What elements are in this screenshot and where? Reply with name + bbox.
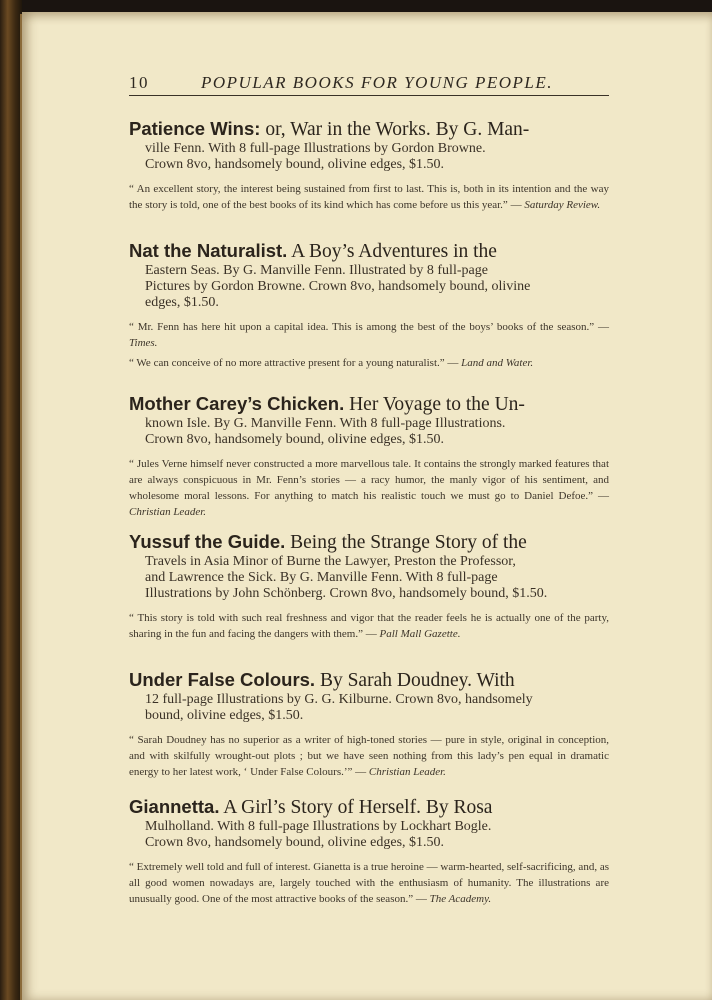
title-rest: A Girl’s Story of Herself. By Rosa (219, 797, 493, 818)
title-rest: Being the Strange Story of the (285, 532, 527, 553)
review-quote (129, 456, 609, 520)
detail-line: Crown 8vo, handsomely bound, olivine edges, $1.50. (145, 432, 445, 447)
detail-line: Illustrations by John Schönberg. Crown 8vo, handsomely bound, $1.50. (145, 586, 548, 601)
detail-line: Mulholland. With 8 full-page Illustrations by Lockhart Bogle. (145, 819, 492, 834)
detail-line: Crown 8vo, handsomely bound, olivine edges, $1.50. (145, 157, 445, 172)
review-text: “ This story is told with such real freshness and vigor that the reader feels he is actually one of the party, sharing in the fun and facing the dangers with them.” — (129, 612, 609, 640)
book-entry (129, 531, 609, 642)
book-title: Under False Colours. (129, 669, 316, 690)
review-source: Christian Leader. (129, 506, 207, 518)
book-title: Nat the Naturalist. (129, 240, 288, 261)
book-title: Yussuf the Guide. (129, 531, 286, 552)
book-entry (129, 796, 609, 907)
detail-line: ville Fenn. With 8 full-page Illustrations by Gordon Browne. (145, 141, 486, 156)
title-rest: A Boy’s Adventures in the (287, 241, 497, 262)
review-source: Saturday Review. (524, 199, 601, 211)
entry-details (129, 141, 609, 173)
detail-line: edges, $1.50. (145, 295, 219, 310)
entry-details (129, 263, 609, 311)
review-quote (129, 355, 609, 371)
book-title: Mother Carey’s Chicken. (129, 393, 345, 414)
book-page (22, 12, 712, 1000)
review-quote (129, 610, 609, 642)
review-source: The Academy. (429, 893, 492, 905)
running-head (129, 69, 609, 96)
entry-title (129, 240, 609, 263)
detail-line: Pictures by Gordon Browne. Crown 8vo, handsomely bound, olivine (145, 279, 531, 294)
detail-line: Eastern Seas. By G. Manville Fenn. Illustrated by 8 full-page (145, 263, 488, 278)
entry-details (129, 692, 609, 724)
review-source: Christian Leader. (368, 766, 446, 778)
review-source: Times. (129, 337, 158, 349)
review-text: “ We can conceive of no more attractive present for a young naturalist.” — (129, 357, 462, 369)
entry-title (129, 669, 609, 692)
review-quote (129, 732, 609, 780)
review-source: Land and Water. (461, 357, 534, 369)
review-quote (129, 319, 609, 351)
detail-line: Travels in Asia Minor of Burne the Lawyer, Preston the Professor, (145, 554, 516, 569)
title-rest: or, War in the Works. By G. Man- (260, 119, 530, 140)
book-entry (129, 118, 609, 213)
review-text: “ Jules Verne himself never constructed a more marvellous tale. It contains the strongly marked features that are always conspicuous in Mr. Fenn’s stories — a racy humor, the manly vigor of his sentiment, and wholesome moral lessons. For anything to match his realistic touch we must go to Daniel Defoe.” — (129, 458, 609, 502)
book-entry (129, 240, 609, 371)
title-rest: Her Voyage to the Un- (344, 394, 525, 415)
title-rest: By Sarah Doudney. With (315, 670, 515, 691)
book-entry (129, 393, 609, 520)
review-text: “ Extremely well told and full of interest. Gianetta is a true heroine — warm-hearted, self-sacrificing, and, as all good women nowadays are, largely touched with the enthusiasm of humanity. The illustrations are unusually good. One of the most attractive books of the season.” — (129, 861, 609, 905)
entry-title (129, 393, 609, 416)
entry-title (129, 796, 609, 819)
page-number: 10 (129, 73, 149, 92)
detail-line: and Lawrence the Sick. By G. Manville Fenn. With 8 full-page (145, 570, 498, 585)
review-text: “ An excellent story, the interest being sustained from first to last. This is, both in its intention and the way the story is told, one of the best books of its kind which has come before us this year.” — (129, 183, 609, 211)
book-title: Patience Wins: (129, 118, 261, 139)
review-quote (129, 859, 609, 907)
book-binding (0, 0, 22, 1000)
entry-title (129, 531, 609, 554)
detail-line: bound, olivine edges, $1.50. (145, 708, 304, 723)
detail-line: Crown 8vo, handsomely bound, olivine edges, $1.50. (145, 835, 445, 850)
review-source: Pall Mall Gazette. (379, 628, 461, 640)
entry-title (129, 118, 609, 141)
entry-details (129, 819, 609, 851)
review-text: “ Sarah Doudney has no superior as a writer of high-toned stories — pure in style, original in conception, and with skilfully wrought-out plots ; but we have seen nothing from this lady’s pen equal in dramatic energy to her latest work, ‘ Under False Colours.’” — (129, 734, 609, 778)
book-title: Giannetta. (129, 796, 220, 817)
entry-details (129, 416, 609, 448)
review-quote (129, 181, 609, 213)
book-entry (129, 669, 609, 780)
review-text: “ Mr. Fenn has here hit upon a capital idea. This is among the best of the boys’ books of the season.” — (129, 321, 609, 333)
entry-details (129, 554, 609, 602)
detail-line: known Isle. By G. Manville Fenn. With 8 full-page Illustrations. (145, 416, 506, 431)
detail-line: 12 full-page Illustrations by G. G. Kilburne. Crown 8vo, handsomely (145, 692, 533, 707)
running-title: POPULAR BOOKS FOR YOUNG PEOPLE. (201, 73, 554, 92)
